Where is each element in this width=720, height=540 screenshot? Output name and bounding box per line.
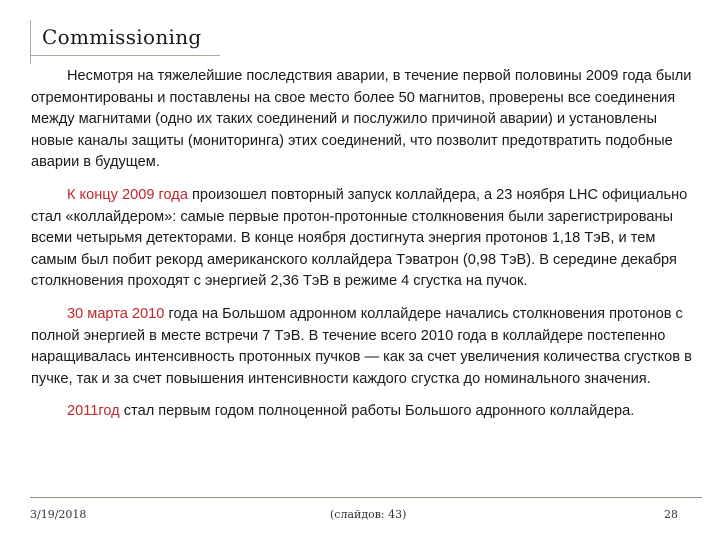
paragraph-2-highlight: К концу 2009 года [67, 186, 188, 203]
slide-title: Commissioning [42, 25, 202, 49]
footer-page-number: 28 [664, 508, 678, 521]
paragraph-3 [31, 304, 693, 390]
paragraph-1 [31, 66, 693, 174]
footer-slide-count: (слайдов: 43) [330, 508, 407, 521]
paragraph-3-text: года на Большом адронном коллайдере начались столкновения протонов с полной энергией в месте встречи 7 ТэВ. В течение всего 2010 года в коллайдере постепенно наращивалась интенсивность протонных пучков — как за счет увеличения количества сгустков в пучке, так и за счет повышения интенсивности каждого сгустка до номинального значения. [31, 305, 692, 387]
paragraph-3-highlight: 30 марта 2010 [67, 305, 165, 322]
slide-body [31, 66, 693, 434]
paragraph-4-highlight: 2011год [67, 403, 120, 420]
title-vertical-rule [30, 20, 31, 64]
footer-divider [30, 497, 702, 498]
footer-date: 3/19/2018 [30, 508, 87, 521]
paragraph-2 [31, 185, 693, 293]
title-horizontal-rule [30, 55, 220, 56]
paragraph-4-text: стал первым годом полноценной работы Большого адронного коллайдера. [119, 403, 635, 420]
paragraph-2-text: произошел повторный запуск коллайдера, а 23 ноября LHC официально стал «коллайдером»: самые первые протон-протонные столкновения были зарегистрированы всеми четырьмя детекторами. В конце ноября достигнута энергия протонов 1,18 ТэВ, и тем самым был побит рекорд американского коллайдера Тэватрон (0,98 ТэВ). В середине декабря столкновения проходят с энергией 2,36 ТэВ в режиме 4 сгустка на пучок. [31, 186, 688, 290]
paragraph-1-text: Несмотря на тяжелейшие последствия аварии, в течение первой половины 2009 года были отремонтированы и поставлены на свое место более 50 магнитов, проверены все соединения между магнитами (одно их таких соединений и послужило причиной аварии) и установлены новые каналы защиты (мониторинга) этих соединений, что позволит предотвратить подобные аварии в будущем. [31, 68, 692, 171]
paragraph-4 [31, 401, 693, 423]
